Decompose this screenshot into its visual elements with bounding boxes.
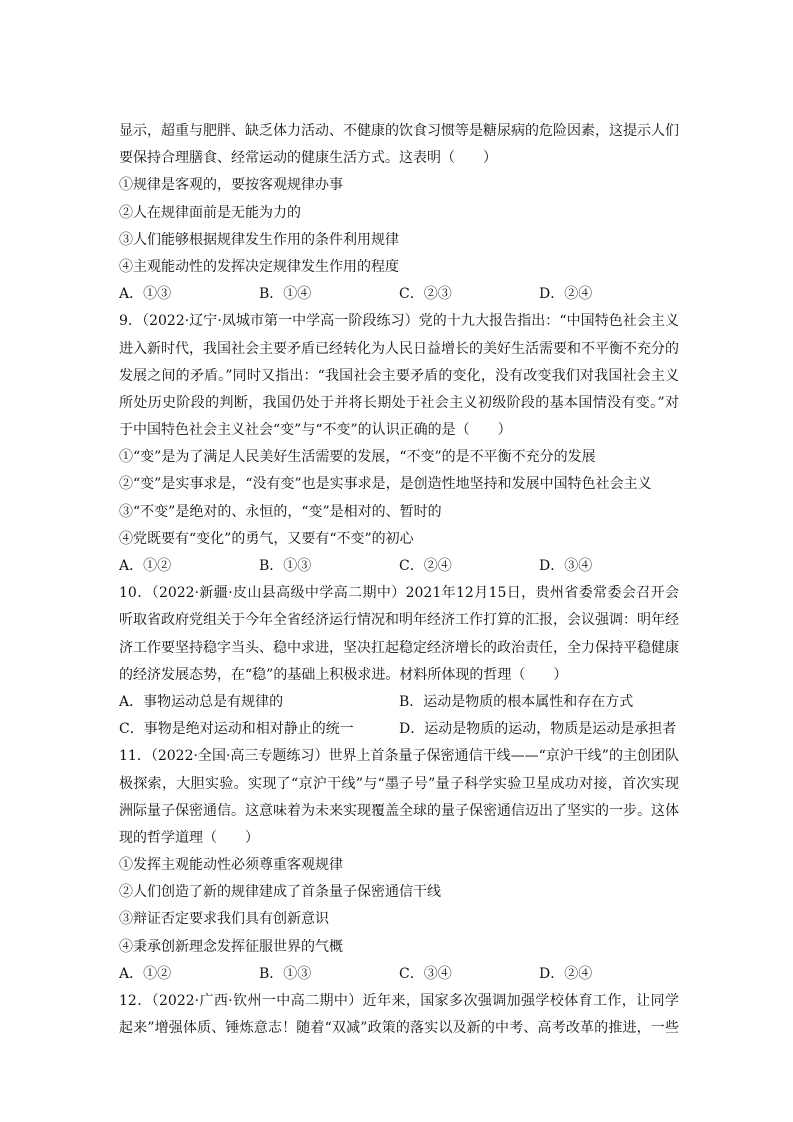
q11-statement: ②人们创造了新的规律建成了首条量子保密通信干线 (119, 884, 441, 901)
q9-stem-line: 发展之间的矛盾。”同时又指出：“我国社会主要矛盾的变化，没有改变我们对我国社会主义 (119, 367, 679, 384)
q9-options (119, 553, 679, 580)
q8-stem-line: 显示，超重与肥胖、缺乏体力活动、不健康的饮食习惯等是糖尿病的危险因素，这提示人们 (119, 123, 679, 139)
q10-options-row-1 (119, 689, 679, 716)
q11-option-a: A．①② (119, 965, 172, 982)
q8-options (119, 281, 679, 308)
q8-option-a: A．①③ (119, 286, 172, 303)
q10-stem-line: 济工作要坚持稳字当头、稳中求进，坚决扛起稳定经济增长的政治责任，全力保持平稳健康 (119, 639, 679, 656)
q9-stem-line: 进入新时代，我国社会主要矛盾已经转化为人民日益增长的美好生活需要和不平衡不充分的 (119, 340, 679, 357)
q11-statement: ③辩证否定要求我们具有创新意识 (119, 911, 329, 928)
q8-stem-line: 要保持合理膳食、经常运动的健康生活方式。这表明（ ） (119, 150, 497, 167)
q8-statement: ③人们能够根据规律发生作用的条件利用规律 (119, 231, 399, 248)
q10-options-row-2 (119, 716, 679, 743)
q10-option-c: C．事物是绝对运动和相对静止的统一 (119, 721, 354, 738)
q11-option-c: C．③④ (399, 965, 452, 982)
q11-stem-line: 现的哲学道理（ ） (119, 829, 259, 846)
q10-stem-line: 听取省政府党组关于今年全省经济运行情况和明年经济工作打算的汇报，会议强调：明年经 (119, 612, 679, 629)
q8-option-c: C．②③ (399, 286, 452, 303)
q9-option-a: A．①② (119, 558, 172, 574)
q11-statement: ①发挥主观能动性必须尊重客观规律 (119, 857, 343, 874)
q9-stem-line: 于中国特色社会主义社会“变”与“不变”的认识正确的是（ ） (119, 422, 512, 439)
q8-statement: ②人在规律面前是无能为力的 (119, 204, 301, 221)
q8-option-b: B．①④ (259, 286, 312, 303)
q10-option-d: D．运动是物质的运动，物质是运动是承担者 (399, 721, 677, 738)
q11-option-d: D．②④ (539, 965, 593, 982)
q11-option-b: B．①③ (259, 965, 312, 982)
q12-stem-line: 12．（2022·广西·钦州一中高二期中）近年来，国家多次强调加强学校体育工作，让同学 (119, 993, 679, 1009)
q9-option-b: B．①③ (259, 558, 312, 574)
q10-option-b: B．运动是物质的根本属性和存在方式 (399, 693, 634, 710)
exam-page (119, 118, 679, 1042)
q11-stem-line: 洲际量子保密通信。这意味着为未来实现覆盖全球的量子保密通信迈出了坚实的一步。这体 (119, 802, 679, 819)
q9-statement: ④党既要有“变化”的勇气，又要有“不变”的初心 (119, 530, 414, 547)
q9-option-c: C．②④ (399, 558, 452, 574)
q10-stem-line: 的经济发展态势，在“稳”的基础上积极求进。材料所体现的哲理（ ） (119, 666, 568, 683)
q9-statement: ②“变”是实事求是，“没有变”也是实事求是，是创造性地坚持和发展中国特色社会主义 (119, 476, 652, 493)
q10-option-a: A．事物运动总是有规律的 (119, 693, 284, 710)
q12-stem-line: 起来”增强体质、锤炼意志！随着“双减”政策的落实以及新的中考、高考改革的推进，一些 (119, 1020, 679, 1037)
q9-option-d: D．③④ (539, 558, 593, 574)
q9-statement: ①“变”是为了满足人民美好生活需要的发展，“不变”的是不平衡不充分的发展 (119, 449, 596, 466)
q11-stem-line: 11．（2022·全国·高三专题练习）世界上首条量子保密通信干线——“京沪干线”的主创团队 (119, 748, 679, 765)
q10-stem-line: 10．（2022·新疆·皮山县高级中学高二期中）2021年12月15日，贵州省委常委会召开会 (119, 585, 679, 602)
q9-stem-line: 所处历史阶段的判断，我国仍处于并将长期处于社会主义初级阶段的基本国情没有变。”对 (119, 394, 679, 411)
q8-statement: ④主观能动性的发挥决定规律发生作用的程度 (119, 258, 399, 275)
q8-option-d: D．②④ (539, 286, 593, 303)
q11-statement: ④秉承创新理念发挥征服世界的气概 (119, 938, 343, 955)
q8-statement: ①规律是客观的，要按客观规律办事 (119, 177, 343, 194)
q11-options (119, 961, 679, 988)
q9-stem-line: 9．（2022·辽宁·凤城市第一中学高一阶段练习）党的十九大报告指出：“中国特色社会主义 (119, 313, 679, 330)
q9-statement: ③“不变”是绝对的、永恒的，“变”是相对的、暂时的 (119, 503, 442, 520)
q11-stem-line: 极探索，大胆实验。实现了“京沪干线”与“墨子号”量子科学实验卫星成功对接，首次实现 (119, 775, 679, 792)
